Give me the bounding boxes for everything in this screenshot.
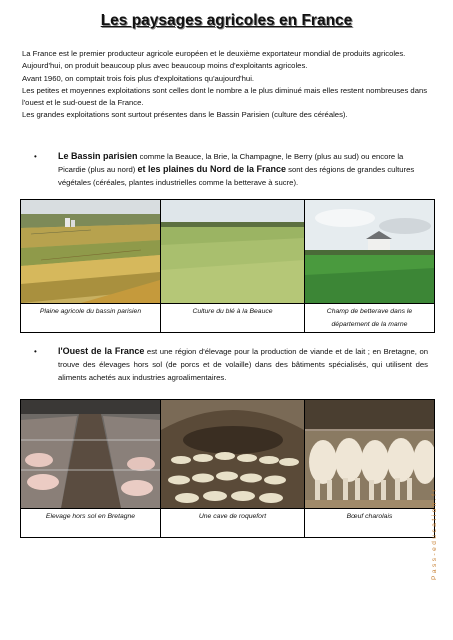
photo-table-cultures	[20, 199, 435, 333]
photo-caption: Plaine agricole du bassin parisien	[21, 304, 161, 333]
bullet-bassin-parisien	[34, 150, 428, 189]
bullet-text: sont des régions de grandes cultures végétales (céréales, plantes industrielles comme la betterave à sucre).	[58, 165, 415, 187]
bullet-dot: •	[34, 152, 37, 161]
bullet-bold: Le Bassin parisien	[58, 151, 138, 161]
photo-cell	[161, 200, 305, 304]
intro-line: Aujourd'hui, on produit beaucoup plus avec beaucoup moins d'exploitants agricoles.	[22, 61, 308, 71]
pig-barn-photo	[21, 400, 160, 508]
wheat-field-photo	[161, 200, 304, 303]
intro-line: Les petites et moyennes exploitations sont celles dont le nombre a le plus diminué mais elles restent nombreuses dans l'ouest et le sud-ouest de la France.	[22, 85, 428, 108]
aerial-farmland-photo	[21, 200, 160, 303]
photo-cell	[305, 400, 435, 509]
page-title: Les paysages agricoles en France	[100, 12, 353, 29]
bullet-bold: et les plaines du Nord de la France	[137, 164, 287, 174]
photo-cell	[21, 400, 161, 509]
cheese-cave-photo	[161, 400, 304, 508]
bullet-dot: •	[34, 347, 37, 356]
photo-caption: Bœuf charolais	[305, 509, 435, 538]
bullet-text: est une région d'élevage pour la production de viande et de lait ; en Bretagne, on trouve des élevages hors sol (de porcs et de volaille) dans des bâtiments spécialisés, qui utilisent des aliments achetés aux industries agroalimentaires.	[58, 347, 428, 382]
photo-table-elevage	[20, 399, 435, 538]
intro-line: La France est le premier producteur agricole européen et le deuxième exportateur mondial de produits agricoles.	[22, 49, 406, 58]
intro-line: Les grandes exploitations sont surtout présentes dans le Bassin Parisien (culture des céréales).	[22, 110, 348, 120]
photo-caption: Culture du blé à la Beauce	[161, 304, 305, 333]
photo-cell	[305, 200, 435, 304]
photo-cell	[21, 200, 161, 304]
bullet-text: comme la Beauce, la Brie, la Champagne, le Berry (plus au sud) ou encore la Picardie (plus au nord)	[58, 152, 404, 174]
intro-line: Avant 1960, on comptait trois fois plus d'exploitations qu'aujourd'hui.	[22, 73, 255, 83]
beet-field-photo	[305, 200, 434, 303]
bullet-ouest	[34, 345, 428, 384]
cattle-photo	[305, 400, 434, 508]
photo-cell	[161, 400, 305, 509]
bullet-bold: l'Ouest de la France	[58, 346, 145, 356]
watermark: Pass-education.fr	[431, 486, 438, 580]
photo-caption: Elevage hors sol en Bretagne	[21, 509, 161, 538]
photo-caption: Champ de betterave dans le département de la marne	[305, 304, 435, 333]
intro-text	[22, 48, 432, 122]
photo-caption: Une cave de roquefort	[161, 509, 305, 538]
